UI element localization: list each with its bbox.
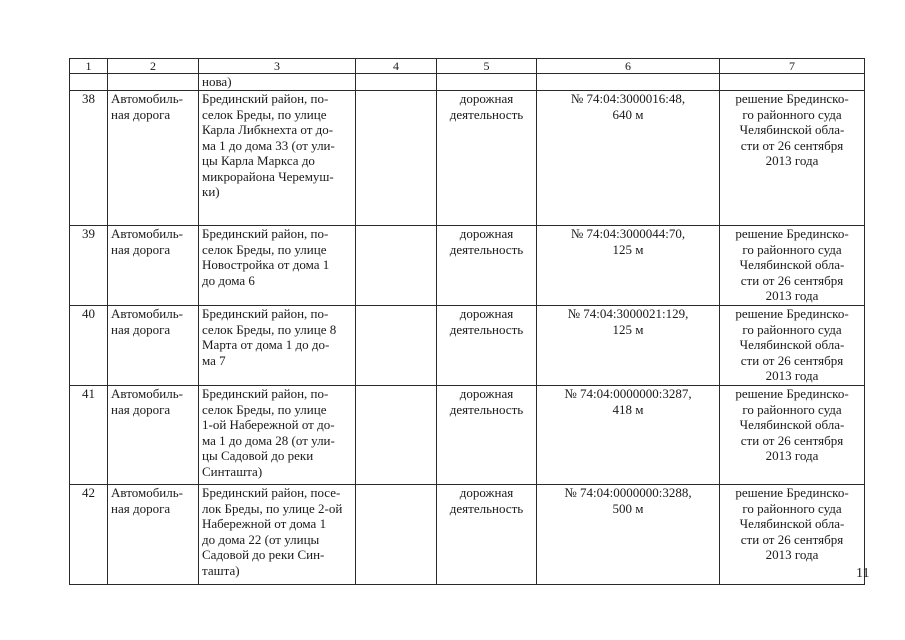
cell-number: 42 [70,485,108,585]
table-row [70,91,865,226]
activity-text: дорожная деятельность [449,91,524,122]
address-text: Брединский район, посе- лок Бреды, по улице 2-ой Набережной от дома 1 до дома 22 (от улицы Садовой до реки Син- ташта) [202,485,343,578]
cell-document [720,226,865,306]
column-number: 2 [108,59,199,74]
cell-activity [437,306,537,386]
table-row [70,386,865,485]
cell-address [199,485,356,585]
activity-text: дорожная деятельность [449,226,524,257]
cell-document [720,306,865,386]
cell-address [199,91,356,226]
document-text: решение Брединско- го районного суда Челябинской обла- сти от 26 сентября 2013 года [735,485,849,562]
cell-activity [437,485,537,585]
cell-cadastral [537,226,720,306]
column-number-row [70,59,865,74]
cadastral-text: № 74:04:3000016:48, 640 м [570,91,686,122]
cell-activity [437,386,537,485]
cell-col4 [356,306,437,386]
name-text: Автомобиль- ная дорога [111,306,184,337]
cell-address [199,74,356,91]
cell-address [199,306,356,386]
column-number: 4 [356,59,437,74]
column-number: 3 [199,59,356,74]
cell-cadastral [537,74,720,91]
address-text: нова) [202,74,232,89]
registry-table [69,58,865,585]
continued-row [70,74,865,91]
document-text: решение Брединско- го районного суда Челябинской обла- сти от 26 сентября 2013 года [735,306,849,383]
table-row [70,306,865,386]
name-text: Автомобиль- ная дорога [111,485,184,516]
cell-address [199,226,356,306]
column-number: 7 [720,59,865,74]
cell-number: 39 [70,226,108,306]
cell-activity [437,91,537,226]
activity-text: дорожная деятельность [449,485,524,516]
cell-name [108,386,199,485]
cell-cadastral [537,306,720,386]
name-text: Автомобиль- ная дорога [111,91,184,122]
cell-col4 [356,74,437,91]
cell-document [720,91,865,226]
cell-col4 [356,226,437,306]
cell-document [720,485,865,585]
name-text: Автомобиль- ная дорога [111,386,184,417]
column-number: 1 [70,59,108,74]
cell-cadastral [537,485,720,585]
cell-name [108,91,199,226]
cell-name [108,226,199,306]
page-number: 11 [856,566,870,581]
cell-cadastral [537,91,720,226]
cell-col4 [356,91,437,226]
cell-activity [437,226,537,306]
cell-name [108,306,199,386]
cell-name [108,485,199,585]
cell-document [720,386,865,485]
activity-text: дорожная деятельность [449,306,524,337]
table-row [70,226,865,306]
cadastral-text: № 74:04:0000000:3288, 500 м [564,485,692,516]
cell-number: 40 [70,306,108,386]
table-row [70,485,865,585]
cell-number: 41 [70,386,108,485]
address-text: Брединский район, по- селок Бреды, по улице Новостройка от дома 1 до дома 6 [202,226,330,288]
activity-text: дорожная деятельность [449,386,524,417]
cell-name [108,74,199,91]
document-text: решение Брединско- го районного суда Челябинской обла- сти от 26 сентября 2013 года [735,226,849,303]
document-text: решение Брединско- го районного суда Челябинской обла- сти от 26 сентября 2013 года [735,91,849,168]
address-text: Брединский район, по- селок Бреды, по улице Карла Либкнехта от до- ма 1 до дома 33 (от ули- цы Карла Маркса до микрорайона Черемуш- ки) [202,91,335,199]
cell-activity [437,74,537,91]
cell-cadastral [537,386,720,485]
name-text: Автомобиль- ная дорога [111,226,184,257]
cell-col4 [356,386,437,485]
column-number: 5 [437,59,537,74]
address-text: Брединский район, по- селок Бреды, по улице 1-ой Набережной от до- ма 1 до дома 28 (от ули- цы Садовой до реки Синташта) [202,386,335,479]
cell-address [199,386,356,485]
document-text: решение Брединско- го районного суда Челябинской обла- сти от 26 сентября 2013 года [735,386,849,463]
cell-document [720,74,865,91]
cadastral-text: № 74:04:3000044:70, 125 м [570,226,686,257]
cell-number: 38 [70,91,108,226]
cell-number [70,74,108,91]
cadastral-text: № 74:04:0000000:3287, 418 м [564,386,692,417]
cell-col4 [356,485,437,585]
column-number: 6 [537,59,720,74]
address-text: Брединский район, по- селок Бреды, по улице 8 Марта от дома 1 до до- ма 7 [202,306,337,368]
cadastral-text: № 74:04:3000021:129, 125 м [567,306,689,337]
